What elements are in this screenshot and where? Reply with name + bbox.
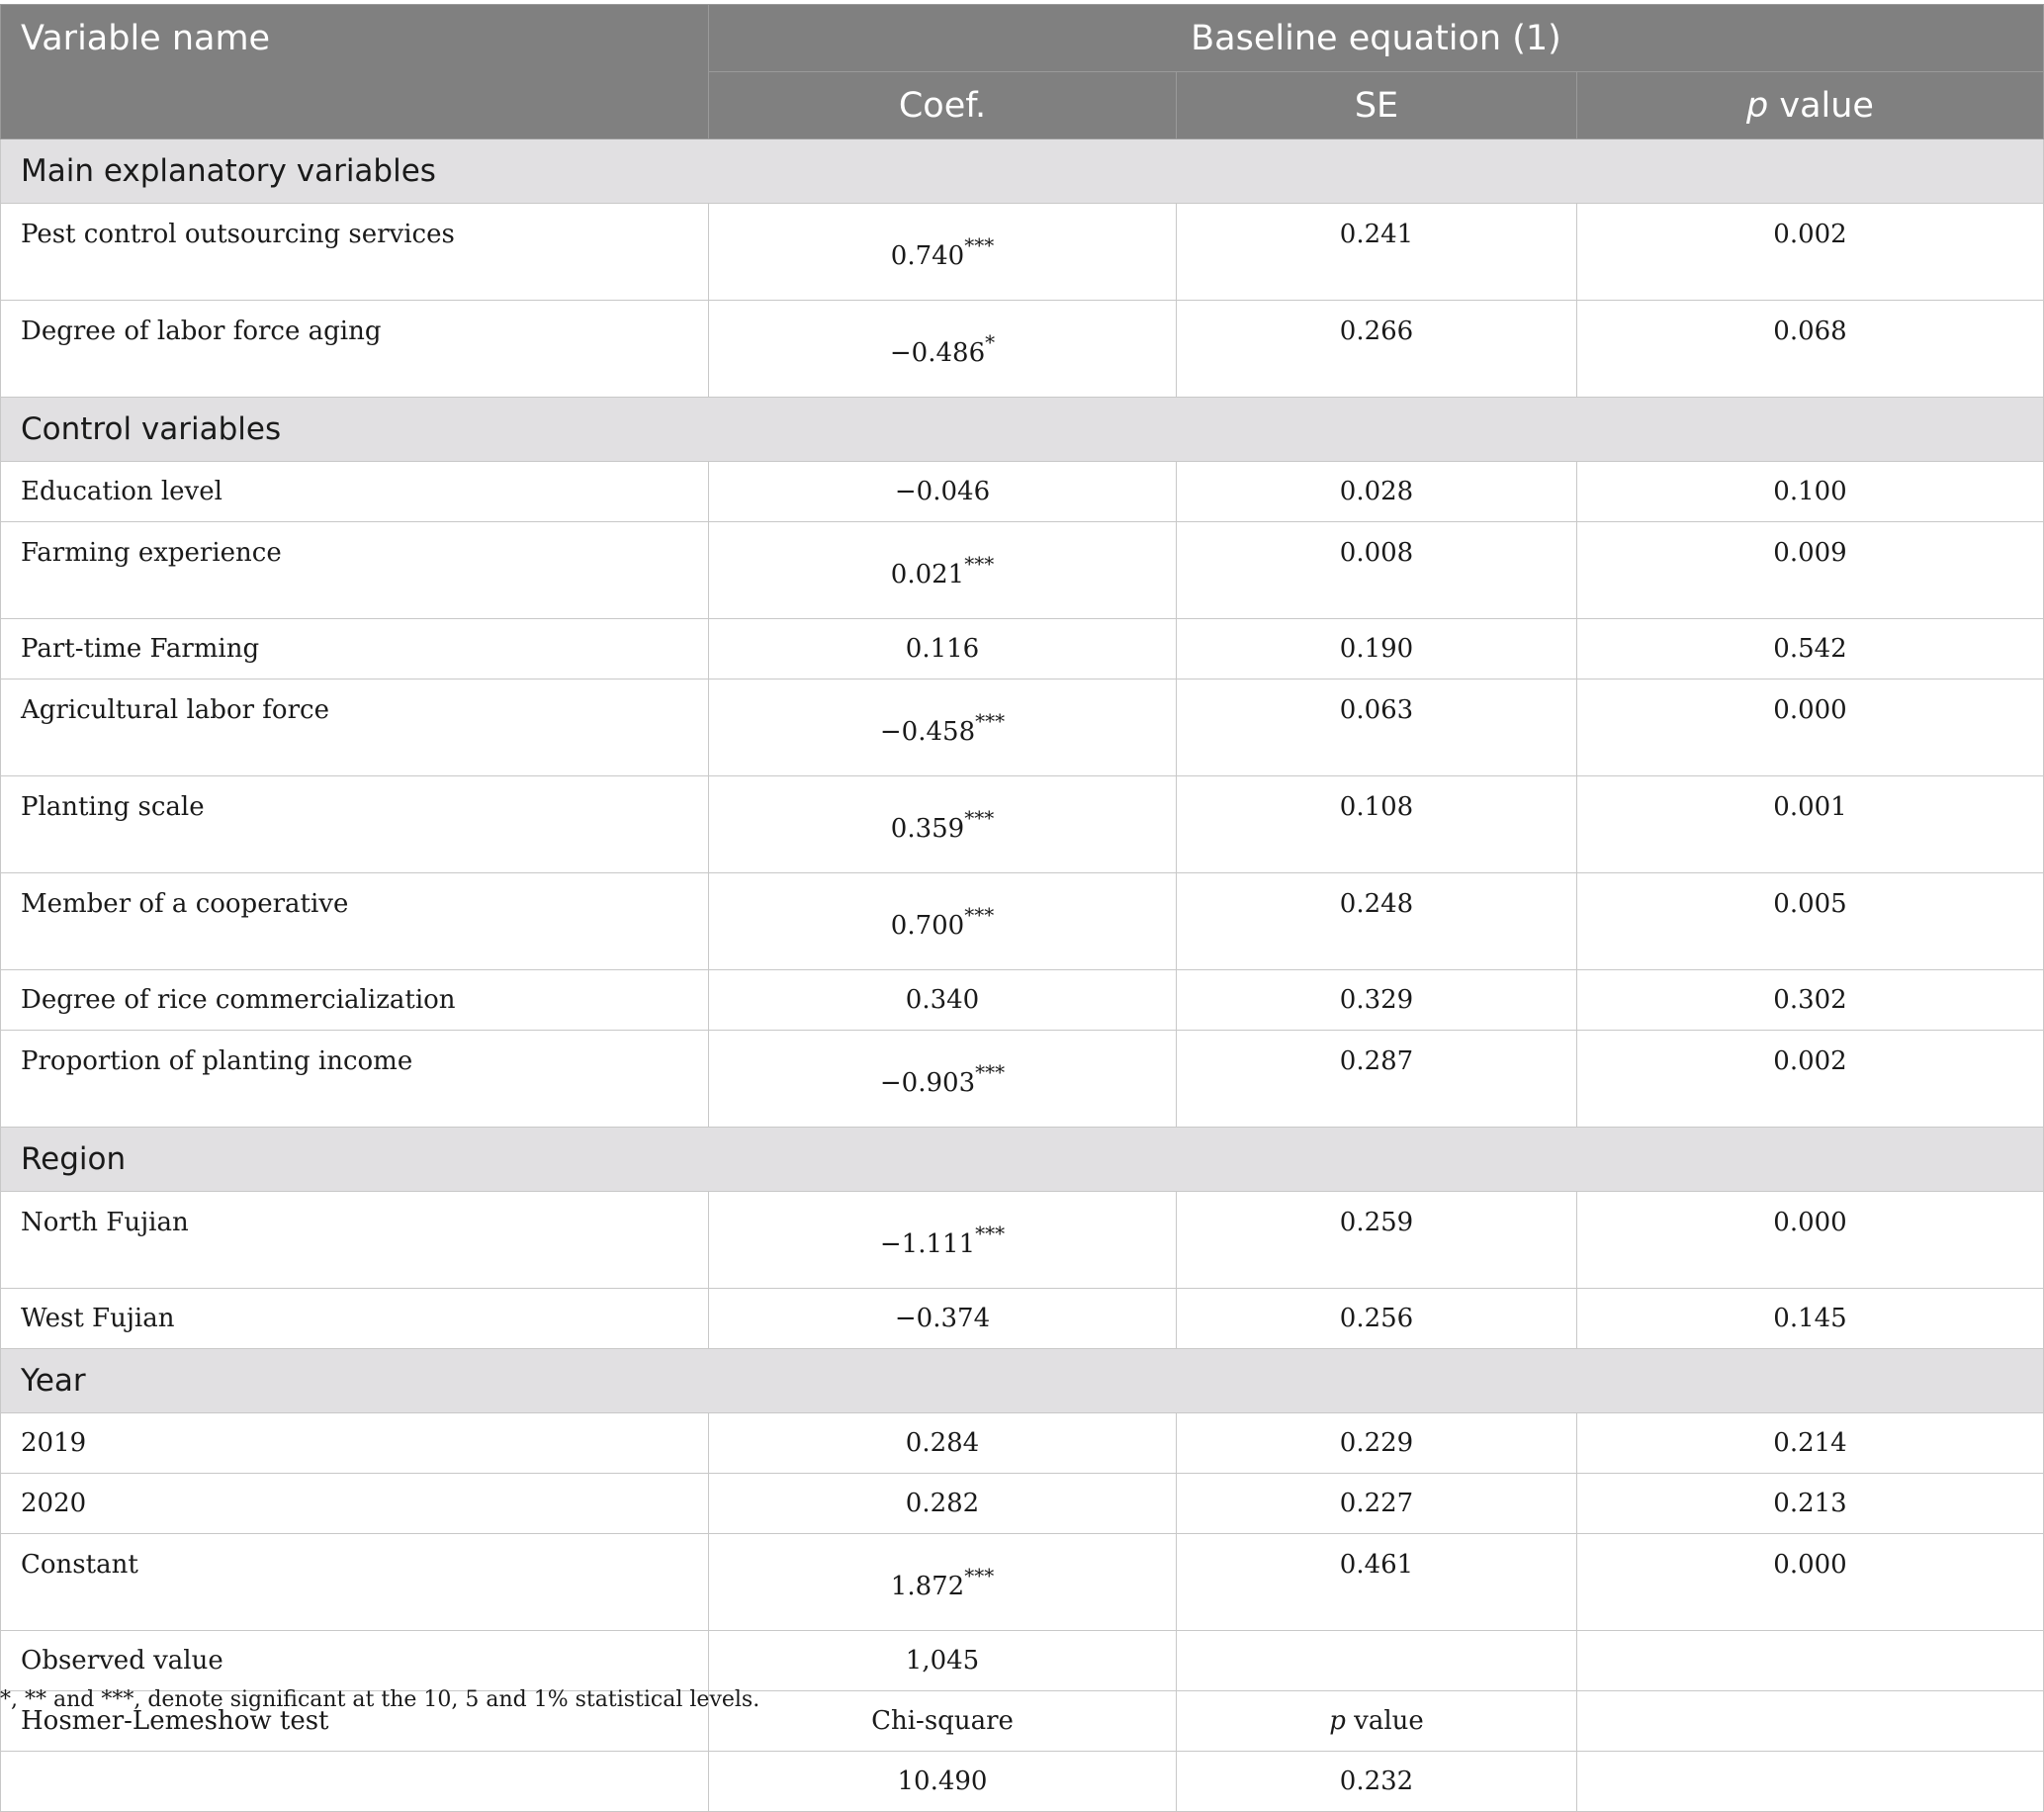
coef-cell <box>709 1534 1177 1631</box>
significance-stars: * <box>985 329 996 354</box>
se-cell: 0.329 <box>1177 970 1577 1031</box>
significance-stars: *** <box>975 1221 1006 1245</box>
table-row <box>1 1474 2044 1534</box>
hl-p-value-label <box>1177 1691 1577 1752</box>
coef-cell <box>709 873 1177 970</box>
empty-cell <box>1177 1631 1577 1691</box>
empty-cell <box>1577 1691 2044 1752</box>
header-p-rest: value <box>1768 85 1874 126</box>
coef-cell <box>709 301 1177 398</box>
header-p-italic: p <box>1746 85 1769 126</box>
row-label: Part-time Farming <box>1 619 709 680</box>
significance-stars: *** <box>964 902 995 927</box>
table-row <box>1 204 2044 301</box>
p-italic: p <box>1329 1706 1346 1736</box>
p-cell: 0.000 <box>1577 1192 2044 1289</box>
header-p-value <box>1577 72 2044 139</box>
table-row <box>1 1413 2044 1474</box>
table-row <box>1 680 2044 776</box>
empty-cell <box>1577 1631 2044 1691</box>
coef-value: −0.486 <box>889 337 986 368</box>
p-cell: 0.100 <box>1577 462 2044 522</box>
row-label: Degree of rice commercialization <box>1 970 709 1031</box>
table-footnote: *, ** and ***, denote significant at the 10, 5 and 1% statistical levels. <box>0 1687 760 1712</box>
se-cell: 0.266 <box>1177 301 1577 398</box>
p-cell: 0.005 <box>1577 873 2044 970</box>
se-cell: 0.108 <box>1177 776 1577 873</box>
coef-cell: −0.046 <box>709 462 1177 522</box>
header-baseline-equation: Baseline equation (1) <box>709 5 2044 72</box>
table-row <box>1 1752 2044 1812</box>
p-cell: 0.145 <box>1577 1289 2044 1349</box>
coef-cell <box>709 776 1177 873</box>
se-cell: 0.229 <box>1177 1413 1577 1474</box>
p-rest: value <box>1345 1706 1424 1736</box>
section-control-variables: Control variables <box>1 398 2044 462</box>
row-label: Agricultural labor force <box>1 680 709 776</box>
header-se: SE <box>1177 72 1577 139</box>
significance-stars: *** <box>964 551 995 576</box>
se-cell: 0.008 <box>1177 522 1577 619</box>
p-cell: 0.542 <box>1577 619 2044 680</box>
table-row <box>1 873 2044 970</box>
p-cell: 0.009 <box>1577 522 2044 619</box>
regression-table <box>0 4 2044 1812</box>
se-cell: 0.190 <box>1177 619 1577 680</box>
se-cell: 0.063 <box>1177 680 1577 776</box>
se-cell: 0.259 <box>1177 1192 1577 1289</box>
coef-cell: 0.116 <box>709 619 1177 680</box>
row-label: North Fujian <box>1 1192 709 1289</box>
table-row <box>1 1534 2044 1631</box>
table-row <box>1 462 2044 522</box>
empty-cell <box>1577 1752 2044 1812</box>
p-cell: 0.068 <box>1577 301 2044 398</box>
coef-value: −0.903 <box>879 1067 976 1098</box>
row-label: 2020 <box>1 1474 709 1534</box>
coef-cell <box>709 204 1177 301</box>
p-cell: 0.002 <box>1577 1031 2044 1128</box>
table-row <box>1 1631 2044 1691</box>
hl-p-value: 0.232 <box>1177 1752 1577 1812</box>
p-cell: 0.002 <box>1577 204 2044 301</box>
coef-cell: 0.282 <box>709 1474 1177 1534</box>
section-region: Region <box>1 1128 2044 1192</box>
significance-stars: *** <box>975 1059 1006 1084</box>
row-label: Member of a cooperative <box>1 873 709 970</box>
significance-stars: *** <box>964 232 995 257</box>
p-cell: 0.213 <box>1577 1474 2044 1534</box>
table-row <box>1 1031 2044 1128</box>
se-cell: 0.248 <box>1177 873 1577 970</box>
row-label: Farming experience <box>1 522 709 619</box>
chi-square-value: 10.490 <box>709 1752 1177 1812</box>
section-year: Year <box>1 1349 2044 1413</box>
coef-cell <box>709 522 1177 619</box>
p-cell: 0.000 <box>1577 1534 2044 1631</box>
row-label: Pest control outsourcing services <box>1 204 709 301</box>
se-cell: 0.227 <box>1177 1474 1577 1534</box>
se-cell: 0.028 <box>1177 462 1577 522</box>
table-row <box>1 1192 2044 1289</box>
header-coef: Coef. <box>709 72 1177 139</box>
observed-value-cell: 1,045 <box>709 1631 1177 1691</box>
significance-stars: *** <box>964 1563 995 1587</box>
chi-square-label: Chi-square <box>709 1691 1177 1752</box>
coef-value: −1.111 <box>879 1228 976 1259</box>
coef-value: 1.872 <box>890 1571 965 1601</box>
p-cell: 0.000 <box>1577 680 2044 776</box>
row-label: 2019 <box>1 1413 709 1474</box>
row-label: Observed value <box>1 1631 709 1691</box>
coef-cell: 0.284 <box>709 1413 1177 1474</box>
coef-value: 0.021 <box>890 559 965 589</box>
row-label: Degree of labor force aging <box>1 301 709 398</box>
table-row <box>1 776 2044 873</box>
coef-cell <box>709 680 1177 776</box>
coef-cell <box>709 1192 1177 1289</box>
section-main-explanatory: Main explanatory variables <box>1 139 2044 204</box>
table-row <box>1 1289 2044 1349</box>
se-cell: 0.287 <box>1177 1031 1577 1128</box>
row-label: Constant <box>1 1534 709 1631</box>
table-row <box>1 619 2044 680</box>
p-cell: 0.302 <box>1577 970 2044 1031</box>
row-label: Hosmer-Lemeshow test <box>1 1691 709 1752</box>
coef-value: −0.458 <box>879 716 976 747</box>
p-cell: 0.214 <box>1577 1413 2044 1474</box>
p-cell: 0.001 <box>1577 776 2044 873</box>
significance-stars: *** <box>975 708 1006 733</box>
significance-stars: *** <box>964 805 995 830</box>
coef-cell: −0.374 <box>709 1289 1177 1349</box>
coef-value: 0.740 <box>890 240 965 271</box>
header-variable-name: Variable name <box>1 5 709 139</box>
table-row <box>1 522 2044 619</box>
se-cell: 0.241 <box>1177 204 1577 301</box>
se-cell: 0.461 <box>1177 1534 1577 1631</box>
table-row <box>1 301 2044 398</box>
row-label: Planting scale <box>1 776 709 873</box>
coef-cell <box>709 1031 1177 1128</box>
row-label: West Fujian <box>1 1289 709 1349</box>
coef-value: 0.700 <box>890 910 965 941</box>
se-cell: 0.256 <box>1177 1289 1577 1349</box>
empty-cell <box>1 1752 709 1812</box>
table-row <box>1 970 2044 1031</box>
row-label: Education level <box>1 462 709 522</box>
coef-cell: 0.340 <box>709 970 1177 1031</box>
coef-value: 0.359 <box>890 813 965 844</box>
row-label: Proportion of planting income <box>1 1031 709 1128</box>
